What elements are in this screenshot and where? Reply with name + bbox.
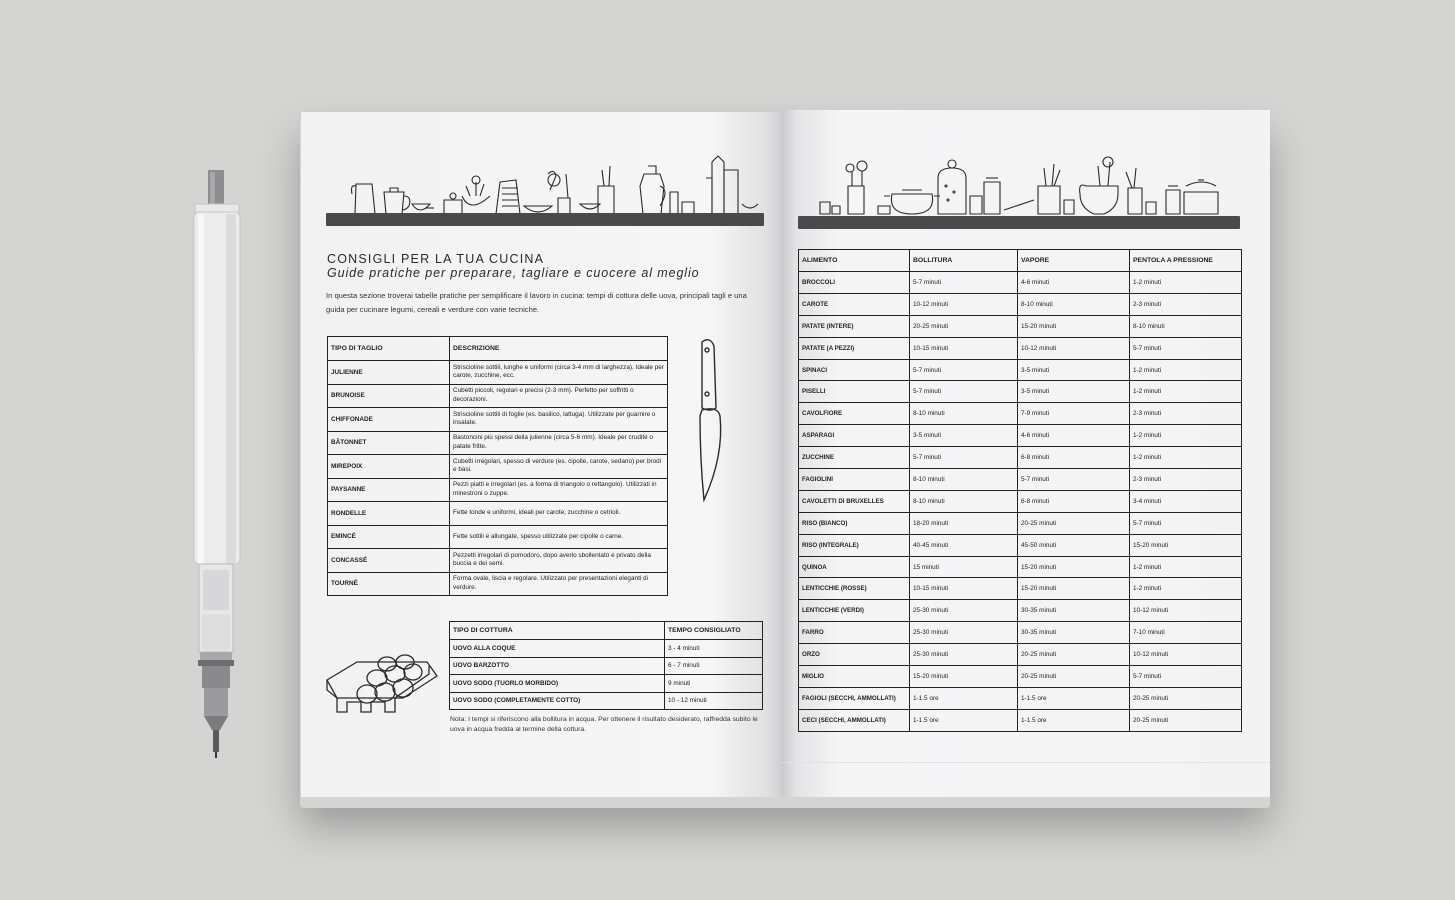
table-row <box>799 556 1242 578</box>
steam-time: 20-25 minuti <box>1018 512 1130 534</box>
steam-time: 7-9 minuti <box>1018 403 1130 425</box>
table-row <box>328 455 668 479</box>
pressure-cooker-time: 10-12 minuti <box>1130 600 1242 622</box>
food-name: FAGIOLINI <box>799 469 910 491</box>
steam-time: 5-7 minuti <box>1018 469 1130 491</box>
table-row <box>450 657 763 675</box>
column-header: VAPORE <box>1018 250 1130 272</box>
cut-description: Cubetti irregolari, spesso di verdure (es. cipolle, carote, sedano) per brodi e basi. <box>450 455 668 479</box>
pressure-cooker-time: 5-7 minuti <box>1130 666 1242 688</box>
food-name: QUINOA <box>799 556 910 578</box>
boiling-time: 10-15 minuti <box>910 337 1018 359</box>
table-row <box>799 512 1242 534</box>
cut-name: BÂTONNET <box>328 431 450 455</box>
food-name: FARRO <box>799 622 910 644</box>
cooking-time: 9 minuti <box>665 675 763 693</box>
table-row <box>799 425 1242 447</box>
table-row <box>799 578 1242 600</box>
boiling-time: 5-7 minuti <box>910 447 1018 469</box>
table-row <box>328 572 668 596</box>
boiling-time: 8-10 minuti <box>910 490 1018 512</box>
steam-time: 30-35 minuti <box>1018 600 1130 622</box>
cut-name: PAYSANNE <box>328 478 450 502</box>
pressure-cooker-time: 1-2 minuti <box>1130 578 1242 600</box>
table-row <box>799 666 1242 688</box>
steam-time: 3-5 minuti <box>1018 381 1130 403</box>
page-edge-line <box>782 762 1270 763</box>
right-shelf <box>798 216 1240 229</box>
eggs-note: Nota: I tempi si riferiscono alla bollitura in acqua. Per ottenere il risultato desiderato, raffredda subito le uova in acqua fredda al termine della cottura. <box>450 716 758 733</box>
food-name: PISELLI <box>799 381 910 403</box>
table-row <box>799 403 1242 425</box>
cut-description: Fette sottili e allungate, spesso utilizzate per cipolle o carne. <box>450 525 668 549</box>
cut-description: Striscioline sottili, lunghe e uniformi (circa 3-4 mm di larghezza). Ideale per carote, zucchine, ecc. <box>450 361 668 385</box>
table-row <box>450 675 763 693</box>
food-name: PATATE (INTERE) <box>799 315 910 337</box>
steam-time: 6-8 minuti <box>1018 447 1130 469</box>
cuts-table <box>327 336 668 596</box>
boiling-time: 5-7 minuti <box>910 272 1018 294</box>
boiling-time: 1-1.5 ore <box>910 709 1018 731</box>
kitchen-shelf-illustration <box>326 152 764 216</box>
table-header-row <box>799 250 1242 272</box>
food-name: ZUCCHINE <box>799 447 910 469</box>
cooking-time: 10 - 12 minuti <box>665 692 763 710</box>
food-name: CAROTE <box>799 293 910 315</box>
pressure-cooker-time: 5-7 minuti <box>1130 337 1242 359</box>
cooking-times-table <box>798 249 1242 732</box>
table-row <box>328 361 668 385</box>
cut-description: Fette tonde e uniformi, ideali per carote, zucchine o cetrioli. <box>450 502 668 526</box>
table-header-row <box>328 337 668 361</box>
table-row <box>799 687 1242 709</box>
boiling-time: 8-10 minuti <box>910 403 1018 425</box>
boiling-time: 25-30 minuti <box>910 644 1018 666</box>
table-row <box>799 447 1242 469</box>
steam-time: 4-6 minuti <box>1018 272 1130 294</box>
table-row <box>450 692 763 710</box>
steam-time: 4-6 minuti <box>1018 425 1130 447</box>
cooking-type: UOVO ALLA COQUE <box>450 640 665 658</box>
pressure-cooker-time: 1-2 minuti <box>1130 447 1242 469</box>
pressure-cooker-time: 10-12 minuti <box>1130 644 1242 666</box>
table-row <box>328 478 668 502</box>
table-row <box>328 384 668 408</box>
food-name: FAGIOLI (SECCHI, AMMOLLATI) <box>799 687 910 709</box>
table-row <box>328 408 668 432</box>
steam-time: 1-1.5 ore <box>1018 709 1130 731</box>
cut-name: CHIFFONADE <box>328 408 450 432</box>
boiling-time: 25-30 minuti <box>910 622 1018 644</box>
left-shelf <box>326 213 764 226</box>
eggs-table <box>449 621 763 710</box>
table-row <box>799 272 1242 294</box>
table-row <box>450 640 763 658</box>
food-name: CECI (SECCHI, AMMOLLATI) <box>799 709 910 731</box>
cut-name: BRUNOISE <box>328 384 450 408</box>
table-row <box>799 315 1242 337</box>
cooking-time: 6 - 7 minuti <box>665 657 763 675</box>
boiling-time: 5-7 minuti <box>910 381 1018 403</box>
page-title: CONSIGLI PER LA TUA CUCINA <box>327 252 545 266</box>
boiling-time: 15 minuti <box>910 556 1018 578</box>
table-row <box>799 600 1242 622</box>
table-row <box>799 644 1242 666</box>
column-header: BOLLITURA <box>910 250 1018 272</box>
steam-time: 1-1.5 ore <box>1018 687 1130 709</box>
cut-description: Forma ovale, liscia e regolare. Utilizzato per presentazioni eleganti di verdure. <box>450 572 668 596</box>
steam-time: 20-25 minuti <box>1018 666 1130 688</box>
column-header: PENTOLA A PRESSIONE <box>1130 250 1242 272</box>
steam-time: 15-20 minuti <box>1018 578 1130 600</box>
cooking-type: UOVO SODO (COMPLETAMENTE COTTO) <box>450 692 665 710</box>
pressure-cooker-time: 20-25 minuti <box>1130 687 1242 709</box>
table-row <box>799 490 1242 512</box>
table-row <box>328 502 668 526</box>
table-row <box>799 359 1242 381</box>
boiling-time: 5-7 minuti <box>910 359 1018 381</box>
food-name: CAVOLFIORE <box>799 403 910 425</box>
food-name: ORZO <box>799 644 910 666</box>
food-name: PATATE (A PEZZI) <box>799 337 910 359</box>
column-header: DESCRIZIONE <box>450 337 668 361</box>
boiling-time: 20-25 minuti <box>910 315 1018 337</box>
food-name: LENTICCHIE (ROSSE) <box>799 578 910 600</box>
pressure-cooker-time: 1-2 minuti <box>1130 425 1242 447</box>
food-name: RISO (INTEGRALE) <box>799 534 910 556</box>
steam-time: 20-25 minuti <box>1018 644 1130 666</box>
boiling-time: 1-1.5 ore <box>910 687 1018 709</box>
boiling-time: 15-20 minuti <box>910 666 1018 688</box>
boiling-time: 25-30 minuti <box>910 600 1018 622</box>
mechanical-pencil-icon <box>190 170 242 760</box>
pressure-cooker-time: 15-20 minuti <box>1130 534 1242 556</box>
cut-description: Cubetti piccoli, regolari e precisi (2-3 mm). Perfetto per soffritti o decorazioni. <box>450 384 668 408</box>
table-row <box>799 709 1242 731</box>
kitchen-shelf-illustration <box>798 152 1240 216</box>
food-name: BROCCOLI <box>799 272 910 294</box>
steam-time: 10-12 minuti <box>1018 337 1130 359</box>
cut-description: Striscioline sottili di foglie (es. basilico, lattuga). Utilizzate per guarnire o insalate. <box>450 408 668 432</box>
cut-description: Pezzi piatti e irregolari (es. a forma di triangolo o rettangolo). Utilizzati in minestroni o zuppe. <box>450 478 668 502</box>
egg-carton-icon <box>325 650 439 716</box>
table-row <box>328 525 668 549</box>
cut-name: JULIENNE <box>328 361 450 385</box>
steam-time: 15-20 minuti <box>1018 315 1130 337</box>
steam-time: 6-8 minuti <box>1018 490 1130 512</box>
cut-name: MIREPOIX <box>328 455 450 479</box>
pressure-cooker-time: 1-2 minuti <box>1130 556 1242 578</box>
cut-description: Pezzetti irregolari di pomodoro, dopo averlo sbollentato e privato della buccia e dei semi. <box>450 549 668 573</box>
cut-name: RONDELLE <box>328 502 450 526</box>
table-row <box>799 293 1242 315</box>
pressure-cooker-time: 2-3 minuti <box>1130 293 1242 315</box>
column-header: ALIMENTO <box>799 250 910 272</box>
pressure-cooker-time: 3-4 minuti <box>1130 490 1242 512</box>
steam-time: 3-5 minuti <box>1018 359 1130 381</box>
boiling-time: 8-10 minuti <box>910 469 1018 491</box>
boiling-time: 40-45 minuti <box>910 534 1018 556</box>
boiling-time: 18-20 minuti <box>910 512 1018 534</box>
column-header: TEMPO CONSIGLIATO <box>665 622 763 640</box>
pressure-cooker-time: 1-2 minuti <box>1130 272 1242 294</box>
pressure-cooker-time: 7-10 minuti <box>1130 622 1242 644</box>
intro-paragraph: In questa sezione troverai tabelle pratiche per semplificare il lavoro in cucina: tempi di cottura delle uova, principali tagli e una guida per cucinare legumi, cereali e verdure con varie tecniche. <box>326 291 747 314</box>
steam-time: 45-50 minuti <box>1018 534 1130 556</box>
pressure-cooker-time: 5-7 minuti <box>1130 512 1242 534</box>
cut-name: CONCASSÉ <box>328 549 450 573</box>
cut-description: Bastoncini più spessi della julienne (circa 5-6 mm). Ideale per crudité o patate fritte. <box>450 431 668 455</box>
boiling-time: 10-15 minuti <box>910 578 1018 600</box>
chef-knife-icon <box>690 336 730 504</box>
steam-time: 15-20 minuti <box>1018 556 1130 578</box>
pressure-cooker-time: 2-3 minuti <box>1130 403 1242 425</box>
pressure-cooker-time: 2-3 minuti <box>1130 469 1242 491</box>
table-row <box>799 337 1242 359</box>
table-row <box>328 431 668 455</box>
boiling-time: 3-5 minuti <box>910 425 1018 447</box>
column-header: TIPO DI COTTURA <box>450 622 665 640</box>
cooking-time: 3 - 4 minuti <box>665 640 763 658</box>
table-row <box>799 534 1242 556</box>
food-name: LENTICCHIE (VERDI) <box>799 600 910 622</box>
pressure-cooker-time: 1-2 minuti <box>1130 359 1242 381</box>
table-row <box>799 622 1242 644</box>
table-header-row <box>450 622 763 640</box>
steam-time: 8-10 minuti <box>1018 293 1130 315</box>
boiling-time: 10-12 minuti <box>910 293 1018 315</box>
food-name: SPINACI <box>799 359 910 381</box>
cooking-type: UOVO BARZOTTO <box>450 657 665 675</box>
food-name: RISO (BIANCO) <box>799 512 910 534</box>
cut-name: TOURNÉ <box>328 572 450 596</box>
steam-time: 30-35 minuti <box>1018 622 1130 644</box>
food-name: ASPARAGI <box>799 425 910 447</box>
table-row <box>799 381 1242 403</box>
pressure-cooker-time: 20-25 minuti <box>1130 709 1242 731</box>
page-subtitle: Guide pratiche per preparare, tagliare e cuocere al meglio <box>327 266 700 280</box>
cut-name: EMINCÉ <box>328 525 450 549</box>
cooking-type: UOVO SODO (TUORLO MORBIDO) <box>450 675 665 693</box>
table-row <box>799 469 1242 491</box>
food-name: MIGLIO <box>799 666 910 688</box>
column-header: TIPO DI TAGLIO <box>328 337 450 361</box>
cooking-table-body <box>799 272 1242 732</box>
pressure-cooker-time: 1-2 minuti <box>1130 381 1242 403</box>
pressure-cooker-time: 8-10 minuti <box>1130 315 1242 337</box>
food-name: CAVOLETTI DI BRUXELLES <box>799 490 910 512</box>
table-row <box>328 549 668 573</box>
